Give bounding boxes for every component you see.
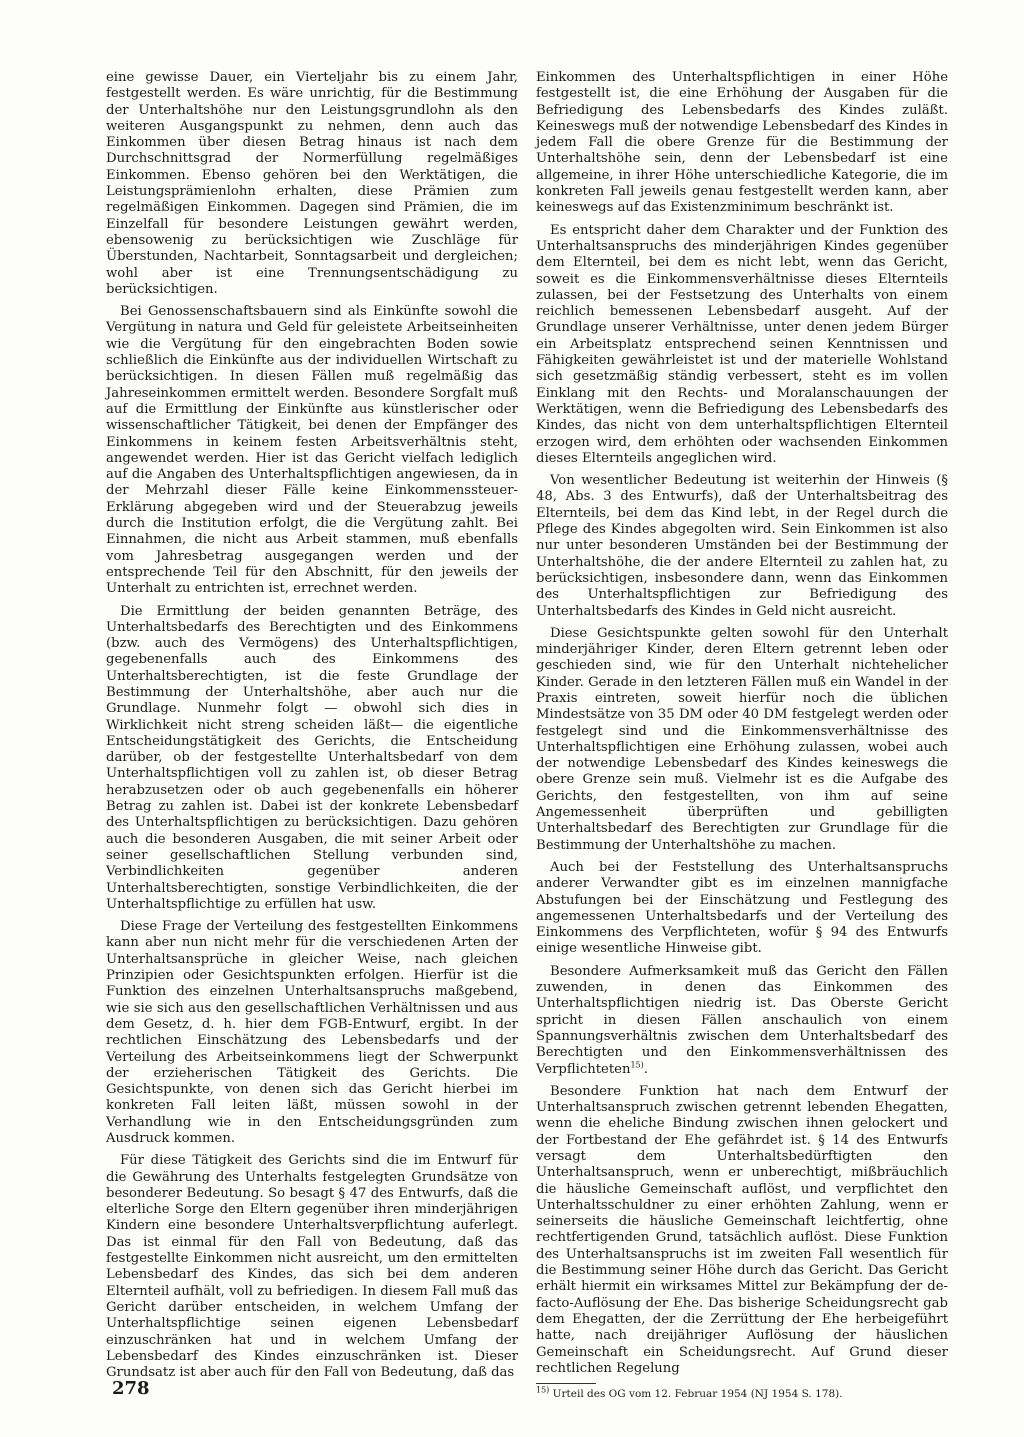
paragraph: eine gewisse Dauer, ein Vierteljahr bis zu einem Jahr, festgestellt werden. Es wäre unrichtig, für die Bestimmung der Unterhaltshöhe nur den Leistungsgrundlohn als den weiteren Ausgangspunkt zu nehmen, denn auch das Einkommen über diesen Betrag hinaus ist nach dem Durchschnittsgrad der Normerfüllung regelmäßiges Einkommen. Ebenso gehören bei den Werktätigen, die Leistungsprämienlohn erhalten, diese Prämien zum regelmäßigen Einkommen. Dagegen sind Prämien, die im Einzelfall für besondere Leistungen gewährt werden, ebensowenig zu berücksichtigen wie Zuschläge für Überstunden, Nachtarbeit, Sonntagsarbeit und dergleichen; wohl aber ist eine Trennungsentschädigung zu berücksichtigen. xyxy=(106,70,518,297)
right-column xyxy=(536,70,948,1407)
paragraph: Von wesentlicher Bedeutung ist weiterhin der Hinweis (§ 48, Abs. 3 des Entwurfs), daß der Unterhaltsbeitrag des Elternteils, bei dem das Kind lebt, in der Regel durch die Pflege des Kindes abgegolten wird. Sein Einkommen ist also nur unter besonderen Umständen bei der Bestimmung der Unterhaltshöhe, die der andere Elternteil zu zahlen hat, zu berücksichtigen, insbesondere dann, wenn das Einkommen des Unterhaltspflichtigen zur Befriedigung des Unterhaltsbedarfs des Kindes in Geld nicht ausreicht. xyxy=(536,473,948,619)
paragraph: Besondere Funktion hat nach dem Entwurf der Unterhaltsanspruch zwischen getrennt lebenden Ehegatten, wenn die eheliche Bindung zwischen ihnen gelockert und der Fortbestand der Ehe gefährdet ist. § 14 des Entwurfs versagt dem Unterhaltsbedürftigten den Unterhaltsanspruch, wenn er unberechtigt, mißbräuchlich die häusliche Gemeinschaft auflöst, und verpflichtet den Unterhaltsschuldner zu einer erhöhten Zahlung, wenn er seinerseits die häusliche Gemeinschaft leichtfertig, ohne rechtfertigenden Grund, tatsächlich auflöst. Diese Funktion des Unterhaltsanspruchs ist im zweiten Fall wesentlich für die Bestimmung seiner Höhe durch das Gericht. Das Gericht erhält hiermit ein wirksames Mittel zur Bekämpfung der de-facto-Auflösung der Ehe. Das bisherige Scheidungsrecht gab dem Ehegatten, der die Zerrüttung der Ehe herbeigeführt hatte, nach dreijähriger Auflösung der häuslichen Gemeinschaft ein Scheidungsrecht. Auf Grund dieser rechtlichen Regelung xyxy=(536,1083,948,1376)
footnote-ref: 15) xyxy=(630,1060,644,1070)
footnote: $^{15)}$ Urteil des OG vom 12. Februar 1954 (NJ 1954 S. 178). xyxy=(536,1385,843,1401)
footnote-mark: 15) xyxy=(536,1385,550,1395)
paragraph: Besondere Aufmerksamkeit muß das Gericht den Fällen zuwenden, in denen das Einkommen des Unterhaltspflichtigen niedrig ist. Das Oberste Gericht spricht in diesen Fällen anschaulich von einem Spannungsverhältnis zwischen dem Unterhaltsbedarf des Berechtigten und den Einkommensverhältnissen des Verpflichteten$^{15)}$. xyxy=(536,963,948,1077)
paragraph: Die Ermittlung der beiden genannten Beträge, des Unterhaltsbedarfs des Berechtigten und des Einkommens (bzw. auch des Vermögens) des Unterhaltspflichtigen, gegebenenfalls auch des Einkommens des Unterhaltsberechtigten, ist die feste Grundlage der Bestimmung der Unterhaltshöhe, aber auch nur die Grundlage. Nunmehr folgt — obwohl sich dies in Wirklichkeit nicht streng scheiden läßt— die eigentliche Entscheidungstätigkeit des Gerichts, die Entscheidung darüber, ob der festgestellte Unterhaltsbedarf von dem Unterhaltspflichtigen voll zu zahlen ist, ob dieser Betrag herabzusetzen oder ob auch gegebenenfalls ein höherer Betrag zu zahlen ist. Dabei ist der konkrete Lebensbedarf des Unterhaltspflichtigen zu berücksichtigen. Dazu gehören auch die besonderen Ausgaben, die mit seiner Arbeit oder seiner gesellschaftlichen Stellung verbunden sind, Verbindlichkeiten gegenüber anderen Unterhaltsberechtigten, sonstige Verbindlichkeiten, die der Unterhaltspflichtige zu erfüllen hat usw. xyxy=(106,603,518,912)
paragraph: Einkommen des Unterhaltspflichtigen in einer Höhe festgestellt ist, die eine Erhöhung der Ausgaben für die Befriedigung des Lebensbedarfs des Kindes zuläßt. Keineswegs muß der notwendige Lebensbedarf des Kindes in jedem Fall die obere Grenze für die Bestimmung der Unterhaltshöhe sein, denn der Lebensbedarf ist eine allgemeine, in ihrer Höhe unterschiedliche Kategorie, die im konkreten Fall jeweils genau festgestellt werden kann, aber keineswegs auf das Existenzminimum beschränkt ist. xyxy=(536,70,948,216)
footnote-rule xyxy=(536,1383,596,1384)
paragraph: Auch bei der Feststellung des Unterhaltsanspruchs anderer Verwandter gibt es im einzelnen mannigfache Abstufungen bei der Einschätzung und Festlegung des angemessenen Unterhaltsbedarfs und der Verteilung des Einkommens des Verpflichteten, wofür § 94 des Entwurfs einige wesentliche Hinweise gibt. xyxy=(536,859,948,957)
paragraph: Diese Gesichtspunkte gelten sowohl für den Unterhalt minderjähriger Kinder, deren Eltern getrennt leben oder geschieden sind, wie für den Unterhalt nichtehelicher Kinder. Gerade in den letzteren Fällen muß ein Wandel in der Praxis eintreten, soweit hierfür noch die üblichen Mindestsätze von 35 DM oder 40 DM festgelegt werden oder festgelegt sind und die Einkommensverhältnisse des Unterhaltspflichtigen eine Erhöhung zulassen, wobei auch der notwendige Lebensbedarf des Kindes keineswegs die obere Grenze sein muß. Vielmehr ist es die Aufgabe des Gerichts, den festgestellten, von ihm auf seine Angemessenheit überprüften und gebilligten Unterhaltsbedarf des Berechtigten zur Grundlage für die Bestimmung der Unterhaltshöhe zu machen. xyxy=(536,625,948,853)
paragraph: Bei Genossenschaftsbauern sind als Einkünfte sowohl die Vergütung in natura und Geld für geleistete Arbeitseinheiten wie die Vergütung für den eingebrachten Boden sowie schließlich die Einkünfte aus der individuellen Wirtschaft zu berücksichtigen. In diesen Fällen muß regelmäßig das Jahreseinkommen ermittelt werden. Besondere Sorgfalt muß auf die Ermittlung der Einkünfte aus künstlerischer oder wissenschaftlicher Tätigkeit, bei denen der Empfänger des Einkommens in keinem festen Arbeitsverhältnis steht, angewendet werden. Hier ist das Gericht vielfach lediglich auf die Angaben des Unterhaltspflichtigen angewiesen, da in der Mehrzahl dieser Fälle keine Einkommenssteuer-Erklärung abgegeben wird und der Steuerabzug jeweils durch die Institution erfolgt, die die Vergütung zahlt. Bei Einnahmen, die nicht aus Arbeit stammen, muß ebenfalls vom Jahresbetrag ausgegangen werden und der entsprechende Teil für den Abschnitt, für den jeweils der Unterhalt zu entrichten ist, errechnet werden. xyxy=(106,304,518,597)
page-number: 278 xyxy=(112,1378,150,1399)
paragraph: Diese Frage der Verteilung des festgestellten Einkommens kann aber nun nicht mehr für die verschiedenen Arten der Unterhaltsansprüche in gleicher Weise, nach gleichen Prinzipien oder Gesichtspunkten erfolgen. Hierfür ist die Funktion des einzelnen Unterhaltsanspruchs maßgebend, wie sie sich aus den gesellschaftlichen Verhältnissen und aus dem Gesetz, d. h. hier dem FGB-Entwurf, ergibt. In der rechtlichen Einschätzung des Lebensbedarfs und der Verteilung des Arbeitseinkommens liegt der Schwerpunkt der erzieherischen Tätigkeit des Gerichts. Die Gesichtspunkte, von denen sich das Gericht hierbei im konkreten Fall leiten läßt, müssen sowohl in der Verhandlung wie in den Entscheidungsgründen zum Ausdruck kommen. xyxy=(106,919,518,1146)
paragraph: Für diese Tätigkeit des Gerichts sind die im Entwurf für die Gewährung des Unterhalts festgelegten Grundsätze von besonderer Bedeutung. So besagt § 47 des Entwurfs, daß die elterliche Sorge den Eltern gegenüber ihren minderjährigen Kindern eine besondere Unterhaltsverpflichtung auferlegt. Das ist einmal für den Fall von Bedeutung, daß das festgestellte Einkommen nicht ausreicht, um den ermittelten Lebensbedarf des Kindes, das sich bei dem anderen Elternteil aufhält, voll zu befriedigen. In diesem Fall muß das Gericht darüber entscheiden, in welchem Umfang der Unterhaltspflichtige seinen eigenen Lebensbedarf einzuschränken hat und in welchem Umfang der Lebensbedarf des Kindes einzuschränken ist. Dieser Grundsatz ist aber auch für den Fall von Bedeutung, daß das xyxy=(106,1153,518,1381)
left-column xyxy=(106,70,518,1387)
paragraph: Es entspricht daher dem Charakter und der Funktion des Unterhaltsanspruchs des minderjährigen Kindes gegenüber dem Elternteil, bei dem es nicht lebt, wenn das Gericht, soweit es die Einkommensverhältnisse dieses Elternteils zulassen, bei der Festsetzung des Unterhalts von einem reichlich bemessenen Lebensbedarf ausgeht. Auf der Grundlage unserer Verhältnisse, unter denen jedem Bürger ein Arbeitsplatz entsprechend seinen Kenntnissen und Fähigkeiten gewährleistet ist und der materielle Wohlstand sich gesetzmäßig ständig verbessert, steht es im vollen Einklang mit den Rechts- und Moralanschauungen der Werktätigen, wenn die Befriedigung des Lebensbedarfs des Kindes, das nicht von dem unterhaltspflichtigen Elternteil erzogen wird, dem erhöhten oder wachsenden Einkommen dieses Elternteils angeglichen wird. xyxy=(536,222,948,466)
